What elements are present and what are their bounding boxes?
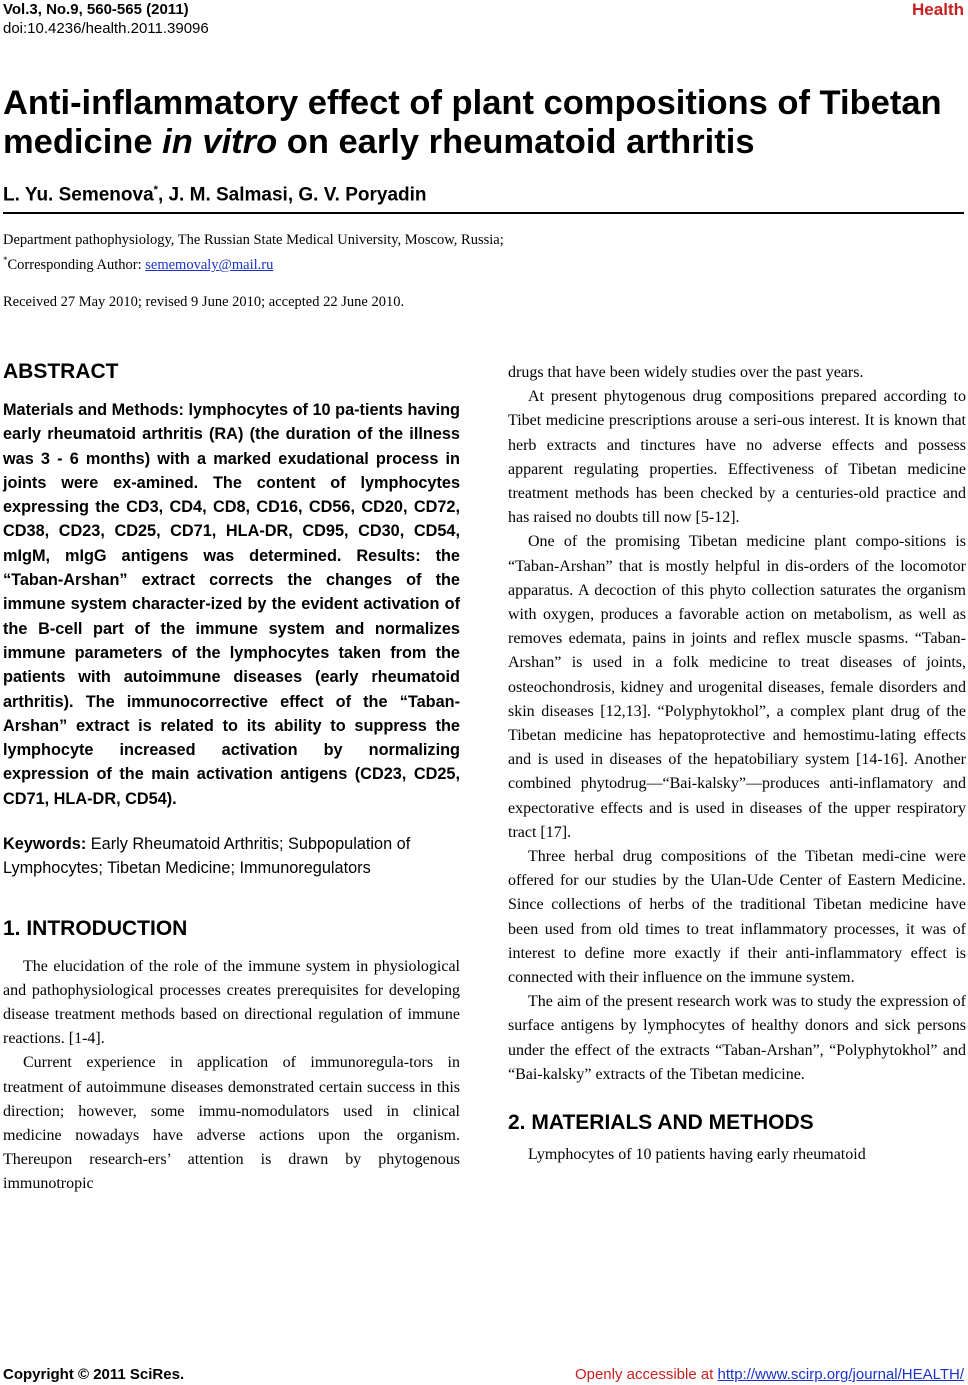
doi: doi:10.4236/health.2011.39096 [3, 20, 209, 37]
abstract-body: Materials and Methods: lymphocytes of 10 pa-tients having early rheumatoid arthritis (RA) (the duration of the illness was 3 - 6 months) with a marked exudational process in joints were ex-amined. The content of lymphocytes expressing the CD3, CD4, CD8, CD16, CD56, CD20, CD72, CD38, CD23, CD25, CD71, HLA-DR, CD95, CD30, CD54, mIgM, mIgG antigens was determined. Results: the “Taban-Arshan” extract corrects the changes of the immune system character-ized by the evident activation of the B-cell part of the immune system and normalizes immune parameters of the lymphocytes taken from the patients with autoimmune diseases (early rheumatoid arthritis). The immunocorrective effect of the “Taban-Arshan” extract is related to its ability to suppress the lymphocyte increased activation by normalizing expression of the main activation antigens (CD23, CD25, CD71, HLA-DR, CD54). [3, 401, 460, 808]
title-part-1: Anti-inflammatory effect of plant compositions of Tibetan medicine [3, 84, 942, 161]
keywords-label: Keywords: [3, 835, 87, 854]
running-header [3, 0, 209, 38]
corresponding-author [3, 250, 504, 275]
received-dates: Received 27 May 2010; revised 9 June 2010; accepted 22 June 2010. [3, 294, 405, 310]
author-rest: , J. M. Salmasi, G. V. Poryadin [157, 184, 427, 206]
journal-name: Health [912, 0, 964, 19]
volume-info: Vol.3, No.9, 560-565 (2011) [3, 1, 189, 18]
journal-url-link[interactable]: http://www.scirp.org/journal/HEALTH/ [717, 1366, 964, 1383]
keywords-list: Early Rheumatoid Arthritis; Subpopulation of Lymphocytes; Tibetan Medicine; Immunoregulators [3, 835, 411, 878]
paper-title [3, 84, 963, 162]
right-paragraph-4: The aim of the present research work was to study the expression of surface antigens by lymphocytes of healthy donors and sick persons under the effect of the extracts “Taban-Arshan”, “Polyphytokhol” and “Bai-kalsky” extracts of the Tibetan medicine. [508, 993, 966, 1083]
intro-paragraph-2: Current experience in application of immunoregula-tors in treatment of autoimmune diseases demonstrated certain success in this direction; however, some immu-nomodulators used in clinical medicine nowadays have adverse actions upon the organism. Thereupon research-ers’ attention is drawn by phytogenous immunotropic [3, 1054, 460, 1193]
affiliation: Department pathophysiology, The Russian State Medical University, Moscow, Russia; [3, 232, 504, 248]
corresponding-marker: * [153, 184, 158, 196]
author-first: L. Yu. Semenova [3, 184, 154, 206]
right-paragraph-1: At present phytogenous drug compositions prepared according to Tibet medicine prescriptions arouse a seri-ous interest. It is known that herb extracts and tinctures have no adverse effects and possess apparent regulating properties. Effectiveness of Tibetan medicine treatment methods has been checked by a centuries-old practice and has raised no doubts till now [5-12]. [508, 388, 966, 527]
open-access-label: Openly accessible at [574, 1366, 718, 1383]
methods-paragraph-1: Lymphocytes of 10 patients having early rheumatoid [528, 1146, 866, 1164]
title-italic: in vitro [162, 123, 278, 161]
keywords [3, 832, 460, 881]
right-column [508, 361, 966, 1167]
methods-heading: 2. MATERIALS AND METHODS [508, 1111, 814, 1135]
introduction-heading: 1. INTRODUCTION [3, 916, 188, 940]
left-column [3, 358, 460, 1197]
copyright: Copyright © 2011 SciRes. [3, 1366, 185, 1383]
title-rule [3, 212, 964, 214]
abstract-heading: ABSTRACT [3, 360, 119, 383]
right-paragraph-0: drugs that have been widely studies over the past years. [508, 364, 864, 381]
right-paragraph-3: Three herbal drug compositions of the Tibetan medi-cine were offered for our studies by the Ulan-Ude Center of Eastern Medicine. Since collections of herbs of the traditional Tibetan medicine have been used from old times to treat inflammatory processes, it was of interest to define more exactly if their anti-inflammatory effect is connected with their influence on the immune system. [508, 848, 966, 987]
right-paragraph-2: One of the promising Tibetan medicine plant compo-sitions is “Taban-Arshan” that is mostly helpful in dis-orders of the locomotor apparatus. A decoction of this phyto collection saturates the organism with oxygen, produces a favorable action on metabolism, as well as removes edemata, pains in joints and reflex muscle spasms. “Taban-Arshan” is used in a folk medicine to treat diseases of joints, osteochondrosis, kidney and urogenital diseases, female disorders and skin diseases [12,13]. “Polyphytokhol”, a complex plant drug of the Tibetan medicine has hepatoprotective and hemostimu-lating effects and is used in diseases of the hepatobiliary system [14-16]. Another combined phytodrug―“Bai-kalsky”―produces anti-inflamatory and expectorative effects and is used in diseases of the upper respiratory tract [17]. [508, 533, 966, 841]
authors [3, 184, 427, 206]
title-part-2: on early rheumatoid arthritis [277, 123, 755, 161]
open-access-notice [575, 1366, 964, 1383]
email-link[interactable]: sememovaly@mail.ru [145, 256, 274, 273]
affiliation-block [3, 230, 504, 275]
intro-paragraph-1: The elucidation of the role of the immune system in physiological and pathophysiological processes creates prerequisites for developing disease treatment methods based on directional regulation of immune reactions. [1-4]. [3, 957, 460, 1048]
corresponding-marker-2: * [3, 255, 8, 265]
corresponding-label: Corresponding Author: [7, 256, 146, 273]
